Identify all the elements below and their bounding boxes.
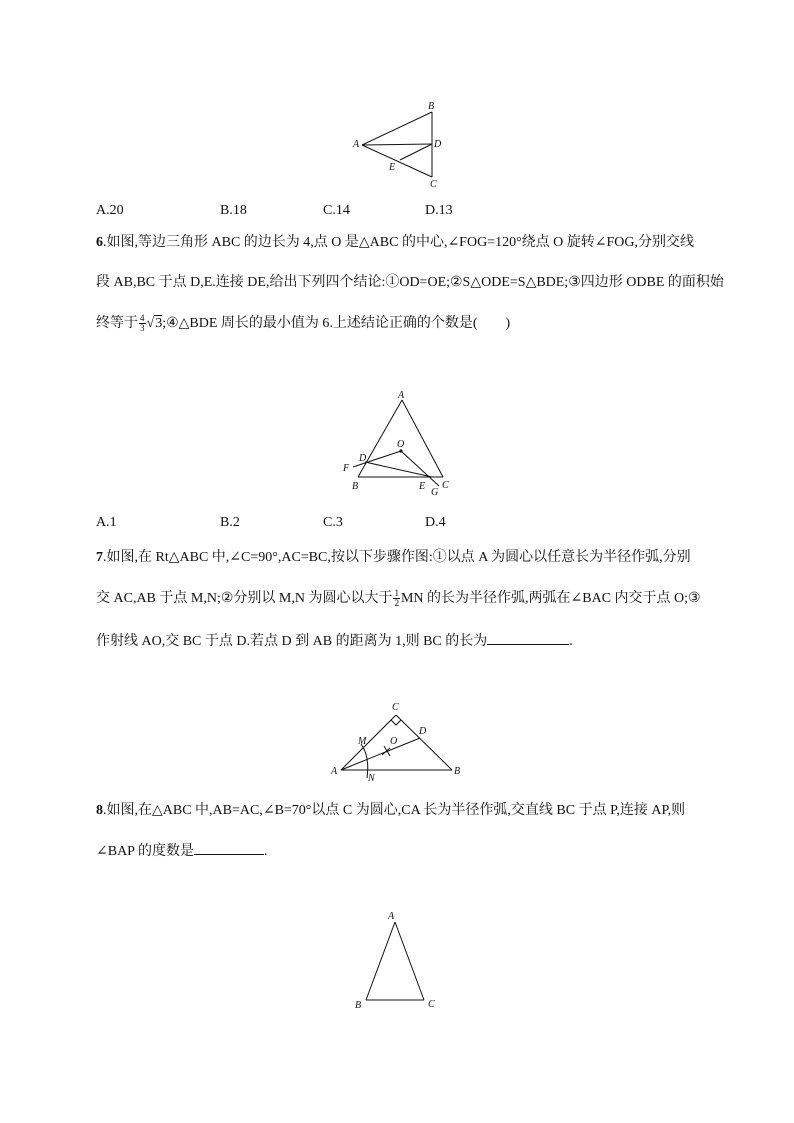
q5-figure [345, 95, 455, 190]
label-B: B [352, 481, 359, 492]
option-c[interactable]: C.3 [323, 515, 343, 530]
label-M: M [358, 736, 367, 747]
option-a[interactable]: A.20 [96, 203, 124, 218]
option-a[interactable]: A.1 [96, 515, 117, 530]
label-B: B [355, 1000, 362, 1011]
label-E: E [389, 162, 396, 173]
q8-figure [348, 905, 448, 1015]
q7-number: 7 [96, 550, 103, 565]
answer-blank[interactable] [487, 632, 569, 645]
label-N: N [368, 773, 375, 783]
q7-line-1: 7.如图,在 Rt△ABC 中,∠C=90°,AC=BC,按以下步骤作图:①以点 A 为圆心以任意长为半径作弧,分别 [96, 550, 691, 565]
label-O: O [390, 736, 398, 747]
fraction: $\frac{1}{2}$ [394, 588, 399, 609]
q6-line-3: 终等于 $\frac{4}{3}$ √3;④△BDE 周长的最小值为 6.上述结论正确的个数是( ) [96, 313, 511, 334]
fraction: $\frac{4}{3}$ [140, 313, 145, 334]
q7-figure [328, 698, 468, 783]
label-F: F [343, 463, 350, 474]
q6-number: 6 [96, 235, 103, 250]
label-A: A [388, 911, 395, 922]
label-B: B [454, 766, 461, 777]
label-D: D [359, 453, 367, 464]
label-B: B [428, 101, 435, 112]
option-b[interactable]: B.18 [220, 203, 247, 218]
option-b[interactable]: B.2 [220, 515, 240, 530]
q8-line-1: 8.如图,在△ABC 中,AB=AC,∠B=70°以点 C 为圆心,CA 长为半径作弧,交直线 BC 于点 P,连接 AP,则 [96, 803, 686, 818]
q7-line-2: 交 AC,AB 于点 M,N;②分别以 M,N 为圆心以大于 $\frac{1}{2}$ MN 的长为半径作弧,两弧在∠BAC 内交于点 O;③ [96, 588, 701, 609]
label-D: D [419, 726, 427, 737]
q8-line-2: ∠BAP 的度数是 . [96, 844, 268, 859]
label-E: E [419, 481, 426, 492]
answer-blank[interactable] [194, 842, 264, 855]
label-C: C [392, 702, 399, 713]
option-d[interactable]: D.4 [425, 515, 446, 530]
q7-line-3: 作射线 AO,交 BC 于点 D.若点 D 到 AB 的距离为 1,则 BC 的长为 . [96, 634, 573, 649]
label-D: D [434, 139, 442, 150]
q8-number: 8 [96, 803, 103, 818]
label-G: G [431, 487, 439, 498]
option-c[interactable]: C.14 [323, 203, 350, 218]
q6-line-1: 6.如图,等边三角形 ABC 的边长为 4,点 O 是△ABC 的中心,∠FOG=120°绕点 O 旋转∠FOG,分别交线 [96, 235, 695, 250]
sqrt-symbol: √ [146, 316, 155, 331]
q6-line-2: 段 AB,BC 于点 D,E.连接 DE,给出下列四个结论:①OD=OE;②S△ODE=S△BDE;③四边形 ODBE 的面积始 [96, 275, 724, 290]
label-C: C [430, 179, 437, 190]
label-O: O [397, 439, 405, 450]
label-A: A [398, 390, 405, 401]
label-A: A [353, 139, 360, 150]
label-C: C [442, 480, 449, 491]
q6-figure [335, 385, 465, 500]
label-A: A [331, 766, 338, 777]
option-d[interactable]: D.13 [425, 203, 453, 218]
label-C: C [428, 999, 435, 1010]
